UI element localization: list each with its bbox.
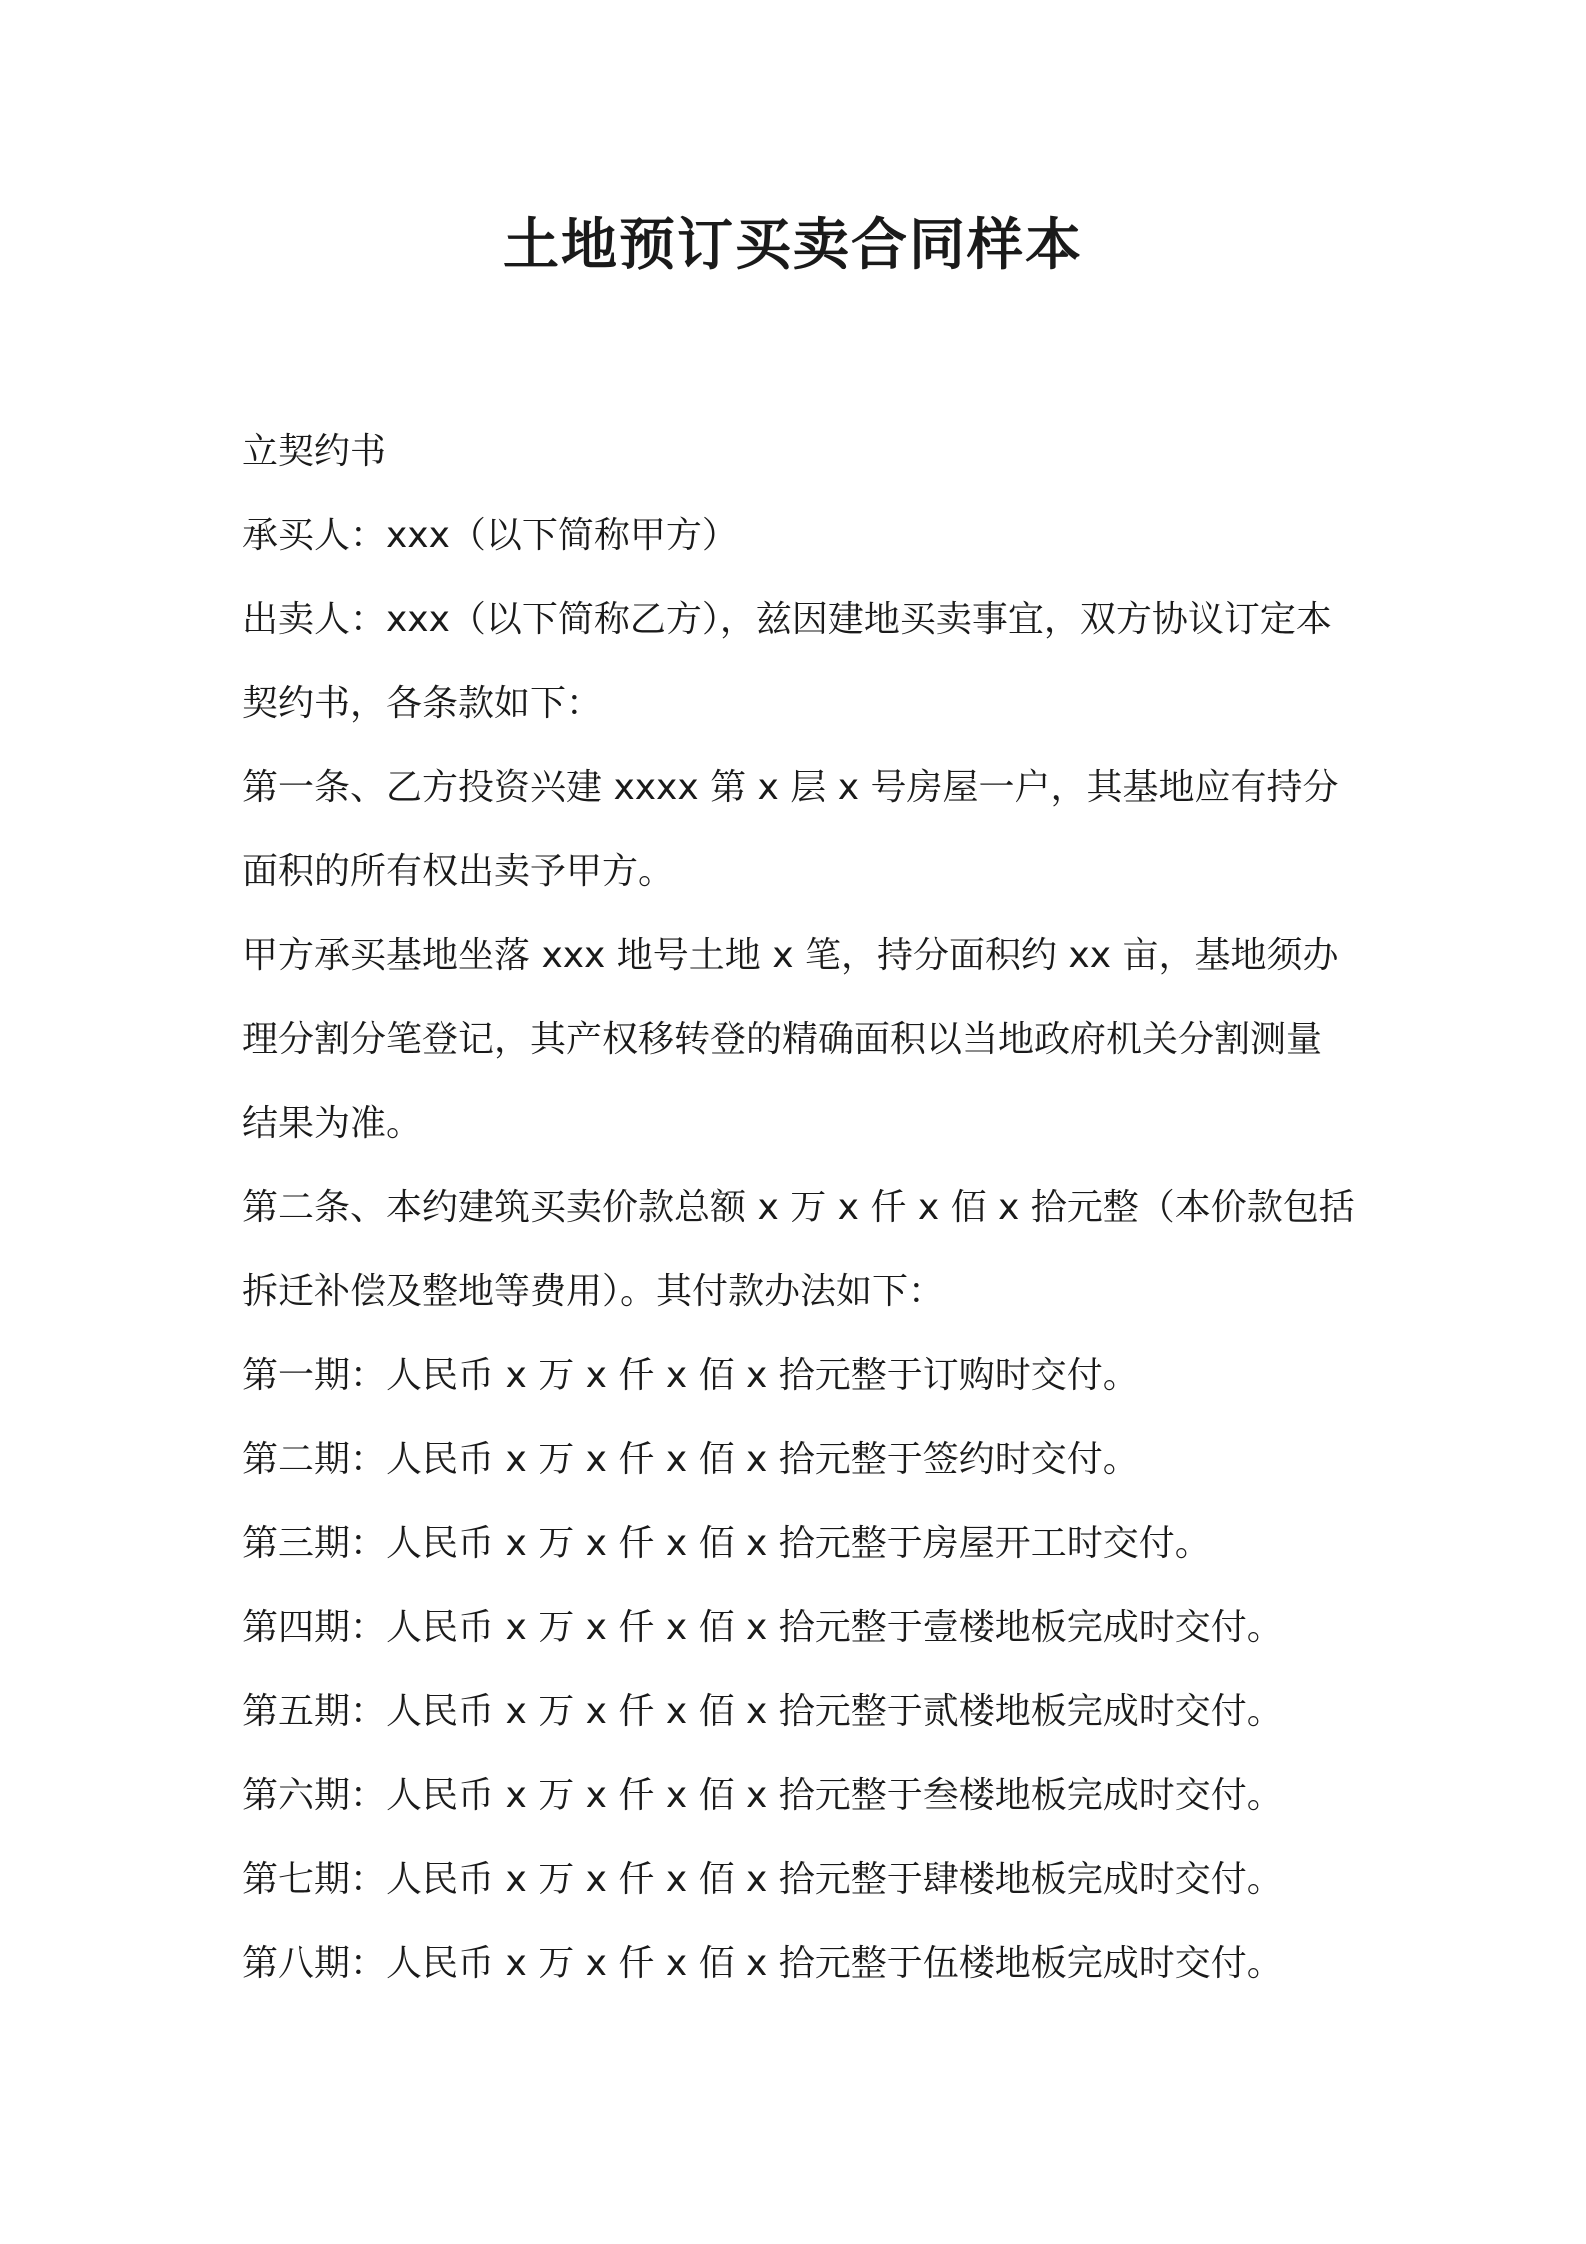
paragraph-installment-1 xyxy=(242,1334,1362,1418)
paragraph-land-details xyxy=(242,914,1362,1166)
paragraph-article-2 xyxy=(242,1166,1362,1334)
text-line: 第五期：人民币 x 万 x 仟 x 佰 x 拾元整于贰楼地板完成时交付。 xyxy=(242,1691,1283,1732)
document-body xyxy=(242,410,1362,2006)
document-title: 土地预订买卖合同样本 xyxy=(503,213,1083,278)
text-line: 立契约书 xyxy=(242,431,387,472)
text-line: 第七期：人民币 x 万 x 仟 x 佰 x 拾元整于肆楼地板完成时交付。 xyxy=(242,1859,1283,1900)
paragraph-installment-7 xyxy=(242,1838,1362,1922)
text-line: 契约书，各条款如下： xyxy=(242,683,603,724)
text-line: 面积的所有权出卖予甲方。 xyxy=(242,851,675,892)
text-line: 结果为准。 xyxy=(242,1103,423,1144)
text-line: 第一条、乙方投资兴建 xxxx 第 x 层 x 号房屋一户，其基地应有持分 xyxy=(242,767,1339,808)
paragraph-installment-3 xyxy=(242,1502,1362,1586)
text-line: 第一期：人民币 x 万 x 仟 x 佰 x 拾元整于订购时交付。 xyxy=(242,1355,1139,1396)
paragraph-heading xyxy=(242,410,1362,494)
paragraph-installment-2 xyxy=(242,1418,1362,1502)
text-line: 第四期：人民币 x 万 x 仟 x 佰 x 拾元整于壹楼地板完成时交付。 xyxy=(242,1607,1283,1648)
paragraph-installment-4 xyxy=(242,1586,1362,1670)
paragraph-installment-8 xyxy=(242,1922,1362,2006)
paragraph-seller xyxy=(242,578,1362,746)
paragraph-installment-6 xyxy=(242,1754,1362,1838)
text-line: 第八期：人民币 x 万 x 仟 x 佰 x 拾元整于伍楼地板完成时交付。 xyxy=(242,1943,1283,1984)
text-line: 出卖人：xxx（以下简称乙方），兹因建地买卖事宜，双方协议订定本 xyxy=(242,599,1332,640)
text-line: 第二期：人民币 x 万 x 仟 x 佰 x 拾元整于签约时交付。 xyxy=(242,1439,1139,1480)
text-line: 承买人：xxx（以下简称甲方） xyxy=(242,515,738,556)
paragraph-article-1 xyxy=(242,746,1362,914)
text-line: 第六期：人民币 x 万 x 仟 x 佰 x 拾元整于叁楼地板完成时交付。 xyxy=(242,1775,1283,1816)
text-line: 拆迁补偿及整地等费用）。其付款办法如下： xyxy=(242,1271,945,1312)
text-line: 甲方承买基地坐落 xxx 地号土地 x 笔，持分面积约 xx 亩，基地须办 xyxy=(242,935,1339,976)
text-line: 第二条、本约建筑买卖价款总额 x 万 x 仟 x 佰 x 拾元整（本价款包括 xyxy=(242,1187,1355,1228)
text-line: 理分割分笔登记，其产权移转登的精确面积以当地政府机关分割测量 xyxy=(242,1019,1323,1060)
paragraph-installment-5 xyxy=(242,1670,1362,1754)
text-line: 第三期：人民币 x 万 x 仟 x 佰 x 拾元整于房屋开工时交付。 xyxy=(242,1523,1211,1564)
paragraph-buyer xyxy=(242,494,1362,578)
